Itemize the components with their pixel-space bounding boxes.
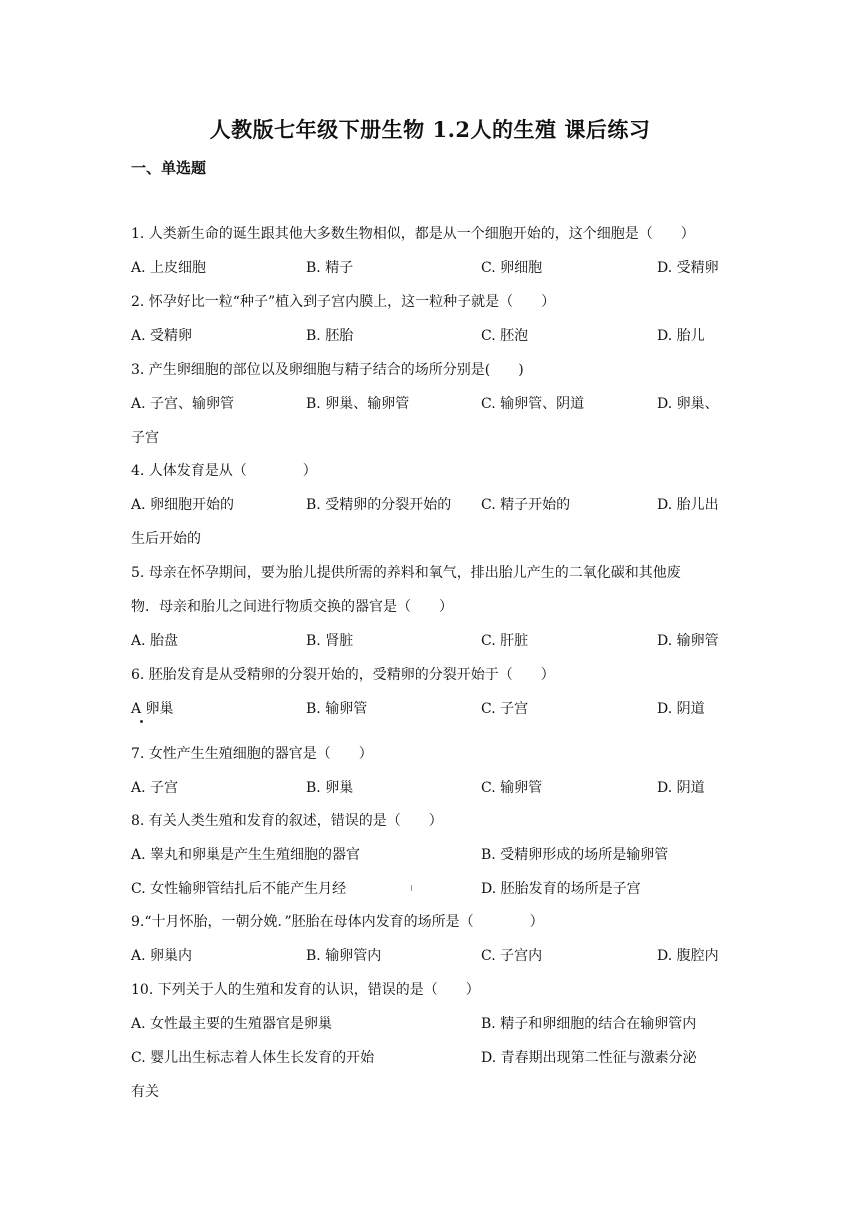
question-4-option-a: A. 卵细胞开始的 (131, 497, 235, 513)
question-6-option-b: B. 输卵管 (306, 701, 368, 717)
page-title: 人教版七年级下册生物 1.2人的生殖 课后练习 (209, 117, 651, 142)
question-3-option-a: A. 子宫、输卵管 (131, 396, 235, 412)
question-1-option-b: B. 精子 (306, 260, 354, 276)
question-7-option-d: D. 阴道 (657, 780, 705, 796)
question-2-stem: 2. 怀孕好比一粒“种子”植入到子宫内膜上，这一粒种子就是（ ） (131, 294, 556, 310)
question-1-option-d: D. 受精卵 (657, 260, 719, 276)
question-7-option-c: C. 输卵管 (481, 780, 543, 796)
question-2-option-b: B. 胚胎 (306, 328, 354, 344)
question-9-option-c: C. 子宫内 (481, 948, 543, 964)
question-5-stem: 5. 母亲在怀孕期间，要为胎儿提供所需的养料和氧气，排出胎儿产生的二氧化碳和其他废 (131, 565, 681, 581)
question-10-option-b: B. 精子和卵细胞的结合在输卵管内 (481, 1016, 697, 1032)
stray-dot-mark (140, 720, 143, 723)
question-4-option-d-continued: 生后开始的 (131, 531, 201, 547)
question-9-option-d: D. 腹腔内 (657, 948, 719, 964)
question-10-option-d: D. 青春期出现第二性征与激素分泌 (481, 1050, 697, 1066)
question-5-option-c: C. 肝脏 (481, 633, 529, 649)
question-9-option-a: A. 卵巢内 (131, 948, 193, 964)
question-8-option-d: D. 胚胎发育的场所是子宫 (481, 881, 641, 897)
question-2-option-d: D. 胎儿 (657, 328, 705, 344)
question-9-stem: 9.“十月怀胎，一朝分娩．”胚胎在母体内发育的场所是（ ） (131, 914, 544, 930)
question-3-option-d-continued: 子宫 (131, 430, 159, 446)
question-10-option-d-continued: 有关 (131, 1084, 159, 1100)
stray-tick-mark (411, 885, 412, 891)
question-1-option-c: C. 卵细胞 (481, 260, 543, 276)
question-5-option-d: D. 输卵管 (657, 633, 719, 649)
question-6-option-d: D. 阴道 (657, 701, 705, 717)
question-3-option-b: B. 卵巢、输卵管 (306, 396, 410, 412)
question-5-option-b: B. 肾脏 (306, 633, 354, 649)
question-6-stem: 6. 胚胎发育是从受精卵的分裂开始的，受精卵的分裂开始于（ ） (131, 667, 555, 683)
question-4-option-d: D. 胎儿出 (657, 497, 719, 513)
question-1-stem: 1. 人类新生命的诞生跟其他大多数生物相似，都是从一个细胞开始的，这个细胞是（ ） (131, 226, 695, 242)
question-10-stem: 10. 下列关于人的生殖和发育的认识，错误的是（ ） (131, 982, 480, 998)
question-4-option-b: B. 受精卵的分裂开始的 (306, 497, 452, 513)
question-7-stem: 7. 女性产生生殖细胞的器官是（ ） (131, 746, 373, 762)
section-heading: 一、单选题 (131, 159, 207, 177)
question-4-option-c: C. 精子开始的 (481, 497, 571, 513)
question-3-stem: 3. 产生卵细胞的部位以及卵细胞与精子结合的场所分别是( ) (131, 362, 524, 378)
question-1-option-a: A. 上皮细胞 (131, 260, 207, 276)
question-3-option-d: D. 卵巢、 (657, 396, 719, 412)
question-7-option-b: B. 卵巢 (306, 780, 354, 796)
question-8-option-a: A. 睾丸和卵巢是产生生殖细胞的器官 (131, 847, 361, 863)
question-5-stem-continued: 物．母亲和胎儿之间进行物质交换的器官是（ ） (131, 599, 453, 615)
question-10-option-a: A. 女性最主要的生殖器官是卵巢 (131, 1016, 333, 1032)
question-10-option-c: C. 婴儿出生标志着人体生长发育的开始 (131, 1050, 375, 1066)
question-4-stem: 4. 人体发育是从（ ） (131, 463, 317, 479)
question-6-option-a: A 卵巢 (131, 701, 174, 717)
question-6-option-c: C. 子宫 (481, 701, 529, 717)
question-9-option-b: B. 输卵管内 (306, 948, 382, 964)
question-7-option-a: A. 子宫 (131, 780, 179, 796)
question-2-option-a: A. 受精卵 (131, 328, 193, 344)
question-2-option-c: C. 胚泡 (481, 328, 529, 344)
question-8-stem: 8. 有关人类生殖和发育的叙述，错误的是（ ） (131, 813, 443, 829)
question-3-option-c: C. 输卵管、阴道 (481, 396, 585, 412)
question-5-option-a: A. 胎盘 (131, 633, 179, 649)
question-8-option-c: C. 女性输卵管结扎后不能产生月经 (131, 881, 347, 897)
question-8-option-b: B. 受精卵形成的场所是输卵管 (481, 847, 669, 863)
